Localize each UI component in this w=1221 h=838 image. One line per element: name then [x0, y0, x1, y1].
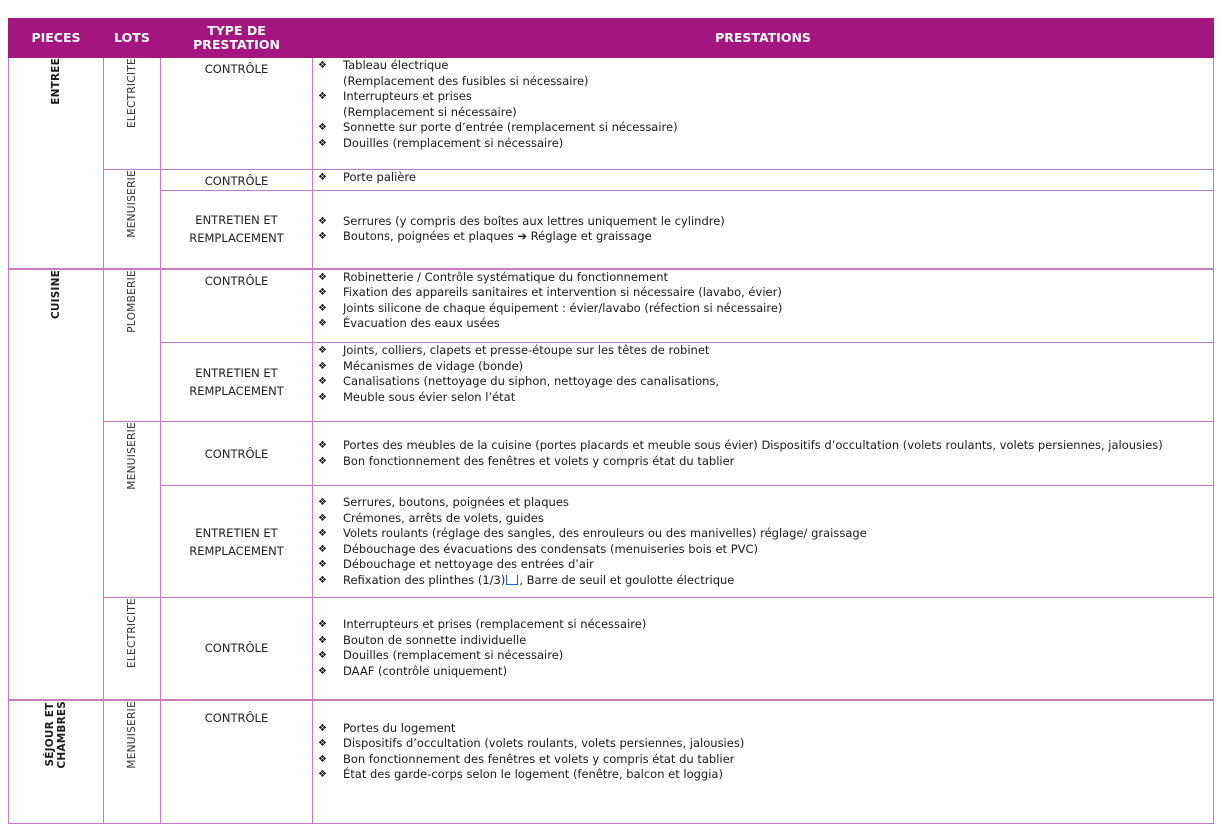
bullet-icon: ❖ [318, 318, 327, 329]
lot-label: MENUISERIE [126, 422, 138, 490]
list-item: ❖ Sonnette sur porte d’entrée (remplacement si nécessaire) [318, 120, 678, 134]
list-item: ❖ Boutons, poignées et plaques ➔ Réglage et graissage [318, 229, 652, 244]
prestation-list [313, 343, 1213, 405]
bullet-icon: ❖ [318, 91, 327, 102]
type-cell: CONTRÔLE [161, 269, 313, 343]
lot-cell-cuisine-plomberie [104, 269, 161, 422]
list-item: ❖ Volets roulants (réglage des sangles, des enrouleurs ou des manivelles) réglage/ graissage [318, 526, 867, 540]
table-row [9, 170, 1214, 191]
lot-label: ELECTRICITE [126, 58, 138, 129]
bullet-icon: ❖ [318, 172, 327, 183]
table-row [9, 191, 1214, 269]
bullet-icon: ❖ [318, 559, 327, 570]
list-item: ❖ Douilles (remplacement si nécessaire) [318, 135, 564, 150]
type-cell: CONTRÔLE [161, 598, 313, 700]
lot-cell-cuisine-menuiserie [104, 422, 161, 598]
lot-cell-sejour-menuiserie [104, 700, 161, 824]
table-row [9, 269, 1214, 343]
header-type-line1: TYPE DE [207, 23, 266, 38]
prestation-list [313, 58, 1213, 151]
lot-cell-cuisine-electricite [104, 598, 161, 700]
type-cell: ENTRETIEN ET REMPLACEMENT [161, 343, 313, 422]
prestations-cell [313, 343, 1214, 422]
piece-cell-cuisine [9, 269, 104, 700]
list-item: ❖ DAAF (contrôle uniquement) [318, 663, 508, 678]
lot-cell-entree-menuiserie [104, 170, 161, 269]
prestation-list [313, 270, 1213, 332]
bullet-icon: ❖ [318, 497, 327, 508]
bullet-icon: ❖ [318, 231, 327, 243]
bullet-icon: ❖ [318, 376, 327, 387]
list-item: ❖ Canalisations (nettoyage du siphon, nettoyage des canalisations, [318, 374, 720, 388]
list-item: ❖ Refixation des plinthes (1/3) , Barre de seuil et goulotte électrique [318, 572, 735, 587]
bullet-icon: ❖ [318, 60, 327, 71]
prestation-list [313, 438, 1213, 469]
list-item: ❖ Joints silicone de chaque équipement : évier/lavabo (réfection si nécessaire) [318, 300, 783, 315]
bullet-icon: ❖ [318, 512, 327, 524]
piece-label-cuisine: CUISINE [50, 269, 62, 319]
header-prestations: PRESTATIONS [313, 19, 1214, 58]
type-cell: ENTRETIEN ET REMPLACEMENT [161, 191, 313, 269]
header-pieces: PIECES [9, 19, 104, 58]
prestations-cell [313, 269, 1214, 343]
list-item: ❖ Débouchage des évacuations des condensats (menuiseries bois et PVC) [318, 541, 759, 556]
bullet-icon: ❖ [318, 574, 327, 586]
bullet-icon: ❖ [318, 302, 327, 314]
list-item: ❖ Portes du logement [318, 720, 456, 735]
bullet-icon: ❖ [318, 360, 327, 372]
bullet-icon: ❖ [318, 634, 327, 646]
list-item: ❖ Joints, colliers, clapets et presse-étoupe sur les têtes de robinet [318, 343, 710, 357]
lot-label: ELECTRICITE [126, 598, 138, 669]
prestation-list [313, 617, 1213, 679]
list-item: ❖ Robinetterie / Contrôle systématique du fonctionnement [318, 269, 668, 284]
prestations-cell [313, 422, 1214, 486]
list-item: ❖ Serrures (y compris des boîtes aux lettres uniquement le cylindre) [318, 213, 725, 228]
bullet-icon: ❖ [318, 528, 327, 539]
prestations-cell [313, 486, 1214, 598]
lot-label: PLOMBERIE [126, 269, 138, 333]
bullet-icon: ❖ [318, 440, 327, 451]
prestations-cell [313, 170, 1214, 191]
piece-label-sejour-chambres: SÉJOUR ET CHAMBRES [44, 700, 68, 768]
bullet-icon: ❖ [318, 122, 327, 133]
header-type-prestation [161, 19, 313, 58]
prestation-list [313, 170, 1213, 186]
header-lots: LOTS [104, 19, 161, 58]
bullet-icon: ❖ [318, 753, 327, 765]
piece-cell-entree [9, 58, 104, 269]
prestations-cell [313, 700, 1214, 824]
piece-cell-sejour-chambres [9, 700, 104, 824]
list-item: ❖ Bouton de sonnette individuelle [318, 632, 527, 647]
type-cell: CONTRÔLE [161, 170, 313, 191]
table-row [9, 700, 1214, 824]
table-row [9, 343, 1214, 422]
type-cell: CONTRÔLE [161, 58, 313, 170]
prestation-list [313, 495, 1213, 588]
prestation-list [313, 214, 1213, 245]
hyperlink-marker-icon [506, 575, 518, 585]
list-item: ❖ Mécanismes de vidage (bonde) [318, 358, 524, 373]
prestation-list [313, 721, 1213, 783]
bullet-icon: ❖ [318, 391, 327, 403]
lot-label: MENUISERIE [126, 700, 138, 769]
lot-label: MENUISERIE [126, 170, 138, 238]
list-item: ❖ Porte palière [318, 170, 416, 184]
prestations-cell [313, 191, 1214, 269]
list-item: ❖ Interrupteurs et prises (Remplacement si nécessaire) [318, 89, 517, 119]
header-type-line2: PRESTATION [193, 37, 280, 52]
list-item: ❖ Douilles (remplacement si nécessaire) [318, 648, 564, 663]
list-item: ❖ État des garde-corps selon le logement (fenêtre, balcon et loggia) [318, 767, 723, 781]
bullet-icon: ❖ [318, 722, 327, 734]
list-item: ❖ Serrures, boutons, poignées et plaques [318, 495, 569, 509]
lot-cell-entree-electricite [104, 58, 161, 170]
bullet-icon: ❖ [318, 665, 327, 677]
table-row [9, 58, 1214, 170]
prestations-cell [313, 58, 1214, 170]
bullet-icon: ❖ [318, 455, 327, 467]
list-item: ❖ Crémones, arrêts de volets, guides [318, 510, 544, 525]
type-cell: ENTRETIEN ET REMPLACEMENT [161, 486, 313, 598]
list-item: ❖ Bon fonctionnement des fenêtres et volets y compris état du tablier [318, 751, 735, 766]
type-cell: CONTRÔLE [161, 422, 313, 486]
bullet-icon: ❖ [318, 738, 327, 749]
list-item: ❖ Meuble sous évier selon l’état [318, 389, 516, 404]
prestations-table [8, 18, 1214, 824]
bullet-icon: ❖ [318, 769, 327, 780]
bullet-icon: ❖ [318, 287, 327, 298]
bullet-icon: ❖ [318, 271, 327, 283]
piece-label-entree: ENTREE [50, 58, 62, 105]
table-row [9, 598, 1214, 700]
list-item: ❖ Bon fonctionnement des fenêtres et volets y compris état du tablier [318, 453, 735, 468]
list-item: ❖ Débouchage et nettoyage des entrées d’air [318, 557, 594, 571]
list-item: ❖ Interrupteurs et prises (remplacement si nécessaire) [318, 617, 647, 632]
bullet-icon: ❖ [318, 345, 327, 356]
list-item: ❖ Portes des meubles de la cuisine (portes placards et meuble sous évier) Dispositifs d’occultation (volets roulants, volets persiennes, jalousies) [318, 438, 1163, 452]
list-item: ❖ Fixation des appareils sanitaires et intervention si nécessaire (lavabo, évier) [318, 285, 782, 299]
table-row [9, 486, 1214, 598]
type-cell: CONTRÔLE [161, 700, 313, 824]
bullet-icon: ❖ [318, 543, 327, 555]
bullet-icon: ❖ [318, 619, 327, 631]
prestations-cell [313, 598, 1214, 700]
bullet-icon: ❖ [318, 650, 327, 662]
bullet-icon: ❖ [318, 137, 327, 149]
list-item: ❖ Évacuation des eaux usées [318, 316, 500, 330]
bullet-icon: ❖ [318, 215, 327, 227]
prestations-document [8, 18, 1214, 824]
list-item: ❖ Dispositifs d’occultation (volets roulants, volets persiennes, jalousies) [318, 736, 745, 750]
table-row [9, 422, 1214, 486]
table-header-row [9, 19, 1214, 58]
list-item: ❖ Tableau électrique (Remplacement des fusibles si nécessaire) [318, 58, 589, 88]
